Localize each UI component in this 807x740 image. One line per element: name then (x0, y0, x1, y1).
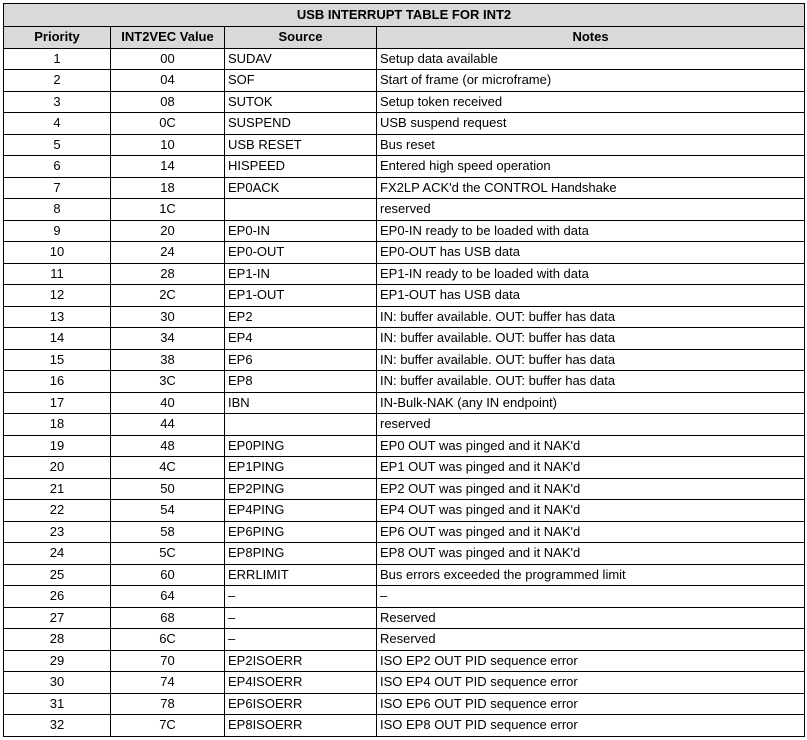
table-row (4, 134, 805, 156)
column-header-source: Source (225, 27, 377, 49)
notes-cell: Entered high speed operation (377, 156, 805, 178)
table-row (4, 177, 805, 199)
notes-cell: EP0 OUT was pinged and it NAK'd (377, 435, 805, 457)
table-row (4, 414, 805, 436)
int2vec-value-cell: 48 (111, 435, 225, 457)
notes-cell: Start of frame (or microframe) (377, 70, 805, 92)
priority-cell: 15 (4, 349, 111, 371)
source-cell: EP0ACK (225, 177, 377, 199)
table-header-row (4, 27, 805, 49)
table-row (4, 156, 805, 178)
table-row (4, 242, 805, 264)
notes-cell: Reserved (377, 607, 805, 629)
priority-cell: 11 (4, 263, 111, 285)
notes-cell: EP0-OUT has USB data (377, 242, 805, 264)
source-cell: – (225, 586, 377, 608)
priority-cell: 12 (4, 285, 111, 307)
notes-cell: Setup data available (377, 48, 805, 70)
source-cell: EP2 (225, 306, 377, 328)
int2vec-value-cell: 24 (111, 242, 225, 264)
notes-cell: IN: buffer available. OUT: buffer has data (377, 306, 805, 328)
int2vec-value-cell: 50 (111, 478, 225, 500)
int2vec-value-cell: 4C (111, 457, 225, 479)
table-title: USB INTERRUPT TABLE FOR INT2 (4, 4, 805, 27)
int2vec-value-cell: 20 (111, 220, 225, 242)
source-cell: EP0PING (225, 435, 377, 457)
int2vec-value-cell: 6C (111, 629, 225, 651)
source-cell: EP1-IN (225, 263, 377, 285)
int2vec-value-cell: 1C (111, 199, 225, 221)
source-cell: EP4 (225, 328, 377, 350)
int2vec-value-cell: 04 (111, 70, 225, 92)
int2vec-value-cell: 00 (111, 48, 225, 70)
table-row (4, 435, 805, 457)
notes-cell: EP4 OUT was pinged and it NAK'd (377, 500, 805, 522)
source-cell: IBN (225, 392, 377, 414)
notes-cell: EP8 OUT was pinged and it NAK'd (377, 543, 805, 565)
table-row (4, 349, 805, 371)
source-cell: EP4ISOERR (225, 672, 377, 694)
source-cell: EP1PING (225, 457, 377, 479)
priority-cell: 32 (4, 715, 111, 737)
source-cell: EP4PING (225, 500, 377, 522)
int2vec-value-cell: 54 (111, 500, 225, 522)
priority-cell: 5 (4, 134, 111, 156)
source-cell: SUTOK (225, 91, 377, 113)
table-row (4, 220, 805, 242)
priority-cell: 23 (4, 521, 111, 543)
notes-cell: EP0-IN ready to be loaded with data (377, 220, 805, 242)
priority-cell: 28 (4, 629, 111, 651)
notes-cell: Reserved (377, 629, 805, 651)
priority-cell: 21 (4, 478, 111, 500)
priority-cell: 31 (4, 693, 111, 715)
table-row (4, 607, 805, 629)
table-row (4, 371, 805, 393)
table-row (4, 500, 805, 522)
priority-cell: 29 (4, 650, 111, 672)
table-row (4, 650, 805, 672)
int2vec-value-cell: 34 (111, 328, 225, 350)
table-row (4, 543, 805, 565)
int2vec-value-cell: 0C (111, 113, 225, 135)
int2vec-value-cell: 58 (111, 521, 225, 543)
notes-cell: ISO EP2 OUT PID sequence error (377, 650, 805, 672)
table-row (4, 693, 805, 715)
table-row (4, 521, 805, 543)
source-cell: EP0-IN (225, 220, 377, 242)
notes-cell: EP6 OUT was pinged and it NAK'd (377, 521, 805, 543)
notes-cell: EP1-OUT has USB data (377, 285, 805, 307)
notes-cell: EP2 OUT was pinged and it NAK'd (377, 478, 805, 500)
table-title-row (4, 4, 805, 27)
source-cell: EP6 (225, 349, 377, 371)
table-row (4, 91, 805, 113)
table-row (4, 328, 805, 350)
source-cell: – (225, 607, 377, 629)
source-cell: – (225, 629, 377, 651)
source-cell: EP6PING (225, 521, 377, 543)
notes-cell: ISO EP6 OUT PID sequence error (377, 693, 805, 715)
source-cell: SUSPEND (225, 113, 377, 135)
table-row (4, 478, 805, 500)
table-row (4, 263, 805, 285)
priority-cell: 10 (4, 242, 111, 264)
source-cell: EP0-OUT (225, 242, 377, 264)
source-cell: USB RESET (225, 134, 377, 156)
notes-cell: FX2LP ACK'd the CONTROL Handshake (377, 177, 805, 199)
int2vec-value-cell: 7C (111, 715, 225, 737)
table-row (4, 564, 805, 586)
table-row (4, 586, 805, 608)
priority-cell: 30 (4, 672, 111, 694)
priority-cell: 14 (4, 328, 111, 350)
priority-cell: 2 (4, 70, 111, 92)
notes-cell: – (377, 586, 805, 608)
int2vec-value-cell: 38 (111, 349, 225, 371)
notes-cell: IN: buffer available. OUT: buffer has data (377, 328, 805, 350)
int2vec-value-cell: 30 (111, 306, 225, 328)
notes-cell: ISO EP4 OUT PID sequence error (377, 672, 805, 694)
int2vec-value-cell: 28 (111, 263, 225, 285)
priority-cell: 1 (4, 48, 111, 70)
int2vec-value-cell: 08 (111, 91, 225, 113)
source-cell (225, 199, 377, 221)
column-header-priority: Priority (4, 27, 111, 49)
int2vec-value-cell: 68 (111, 607, 225, 629)
int2vec-value-cell: 18 (111, 177, 225, 199)
priority-cell: 6 (4, 156, 111, 178)
notes-cell: IN: buffer available. OUT: buffer has data (377, 349, 805, 371)
priority-cell: 13 (4, 306, 111, 328)
priority-cell: 19 (4, 435, 111, 457)
notes-cell: reserved (377, 199, 805, 221)
int2vec-value-cell: 74 (111, 672, 225, 694)
table-row (4, 672, 805, 694)
notes-cell: EP1-IN ready to be loaded with data (377, 263, 805, 285)
priority-cell: 20 (4, 457, 111, 479)
priority-cell: 25 (4, 564, 111, 586)
source-cell: EP6ISOERR (225, 693, 377, 715)
int2vec-value-cell: 44 (111, 414, 225, 436)
notes-cell: Setup token received (377, 91, 805, 113)
int2vec-value-cell: 3C (111, 371, 225, 393)
notes-cell: EP1 OUT was pinged and it NAK'd (377, 457, 805, 479)
priority-cell: 8 (4, 199, 111, 221)
priority-cell: 4 (4, 113, 111, 135)
notes-cell: USB suspend request (377, 113, 805, 135)
table-row (4, 392, 805, 414)
table-row (4, 715, 805, 737)
source-cell: EP1-OUT (225, 285, 377, 307)
notes-cell: ISO EP8 OUT PID sequence error (377, 715, 805, 737)
priority-cell: 24 (4, 543, 111, 565)
table-row (4, 457, 805, 479)
notes-cell: IN-Bulk-NAK (any IN endpoint) (377, 392, 805, 414)
table-row (4, 70, 805, 92)
priority-cell: 18 (4, 414, 111, 436)
int2vec-value-cell: 64 (111, 586, 225, 608)
table-row (4, 285, 805, 307)
int2vec-value-cell: 70 (111, 650, 225, 672)
source-cell: EP8PING (225, 543, 377, 565)
notes-cell: reserved (377, 414, 805, 436)
source-cell: SUDAV (225, 48, 377, 70)
priority-cell: 7 (4, 177, 111, 199)
priority-cell: 27 (4, 607, 111, 629)
priority-cell: 22 (4, 500, 111, 522)
int2vec-value-cell: 40 (111, 392, 225, 414)
int2vec-value-cell: 14 (111, 156, 225, 178)
source-cell: EP8ISOERR (225, 715, 377, 737)
int2vec-value-cell: 5C (111, 543, 225, 565)
source-cell: ERRLIMIT (225, 564, 377, 586)
priority-cell: 17 (4, 392, 111, 414)
notes-cell: Bus errors exceeded the programmed limit (377, 564, 805, 586)
table-row (4, 199, 805, 221)
source-cell: EP2PING (225, 478, 377, 500)
table-row (4, 629, 805, 651)
int2vec-value-cell: 60 (111, 564, 225, 586)
column-header-notes: Notes (377, 27, 805, 49)
table-body (4, 48, 805, 736)
source-cell: EP8 (225, 371, 377, 393)
table-row (4, 113, 805, 135)
source-cell: HISPEED (225, 156, 377, 178)
priority-cell: 26 (4, 586, 111, 608)
source-cell: EP2ISOERR (225, 650, 377, 672)
table-row (4, 306, 805, 328)
int2vec-value-cell: 10 (111, 134, 225, 156)
usb-interrupt-table (3, 3, 805, 737)
source-cell: SOF (225, 70, 377, 92)
priority-cell: 3 (4, 91, 111, 113)
table-row (4, 48, 805, 70)
notes-cell: Bus reset (377, 134, 805, 156)
int2vec-value-cell: 2C (111, 285, 225, 307)
source-cell (225, 414, 377, 436)
int2vec-value-cell: 78 (111, 693, 225, 715)
priority-cell: 16 (4, 371, 111, 393)
notes-cell: IN: buffer available. OUT: buffer has data (377, 371, 805, 393)
column-header-int2vec-value: INT2VEC Value (111, 27, 225, 49)
priority-cell: 9 (4, 220, 111, 242)
